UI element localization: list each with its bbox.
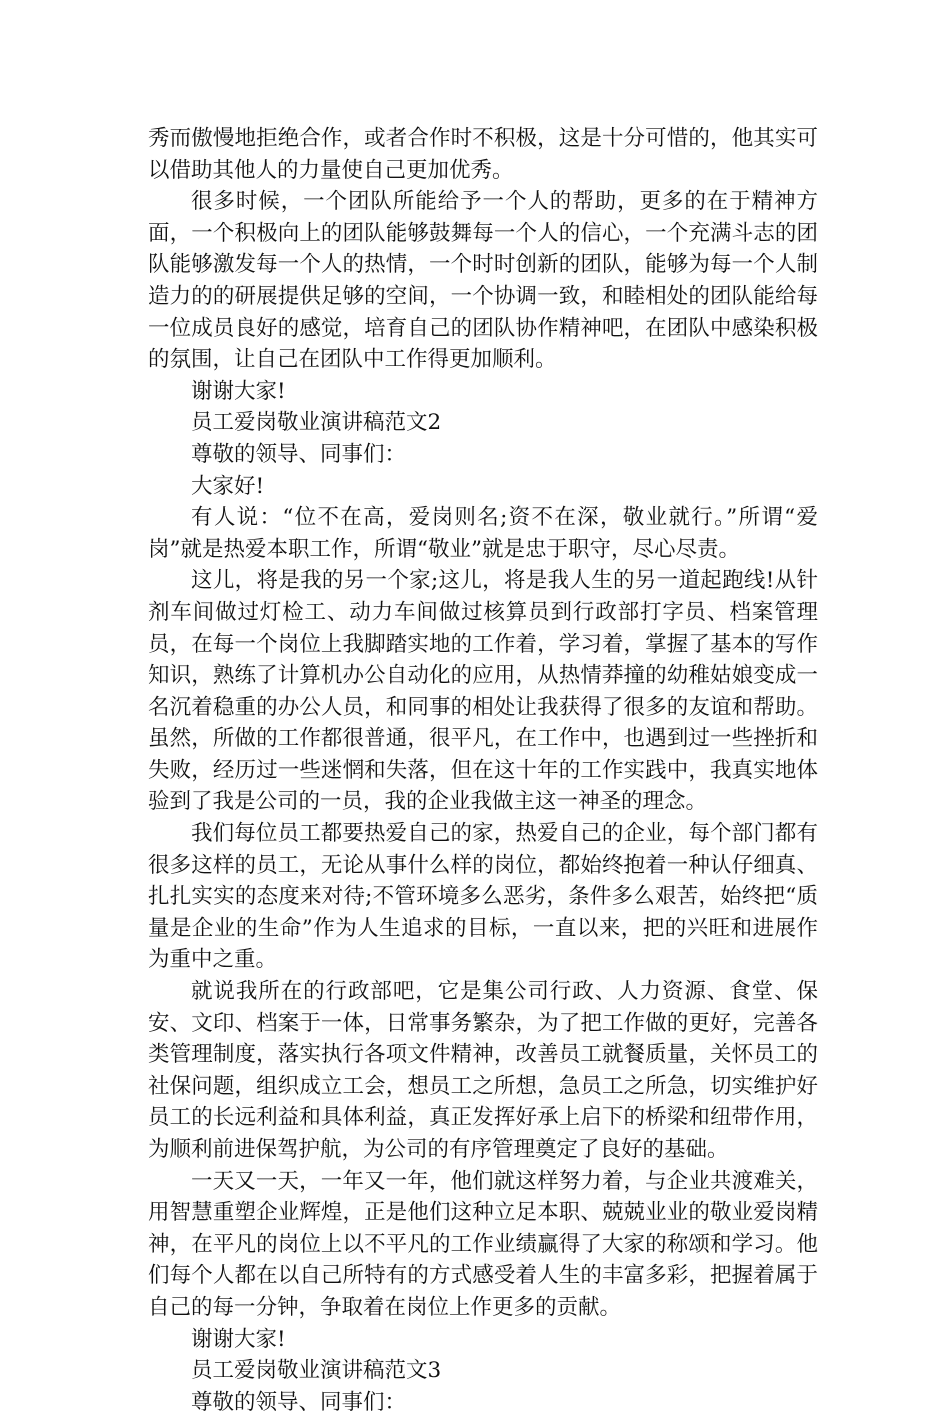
paragraph: 有人说：“位不在高，爱岗则名;资不在深，敬业就行。”所谓“爱岗”就是热爱本职工作，所谓“敬业”就是忠于职守，尽心尽责。 — [148, 505, 818, 562]
document-body — [148, 123, 818, 1418]
paragraph: 一天又一天，一年又一年，他们就这样努力着，与企业共渡难关，用智慧重塑企业辉煌，正是他们这种立足本职、兢兢业业的敬业爱岗精神，在平凡的岗位上以不平凡的工作业绩赢得了大家的称颂和学习。他们每个人都在以自己所特有的方式感受着人生的丰富多彩，把握着属于自己的每一分钟，争取着在岗位上作更多的贡献。 — [148, 1168, 818, 1320]
closing-thanks: 谢谢大家! — [191, 378, 286, 404]
section-title: 员工爱岗敬业演讲稿范文2 — [191, 410, 442, 436]
paragraph: 就说我所在的行政部吧，它是集公司行政、人力资源、食堂、保安、文印、档案于一体，日常事务繁杂，为了把工作做的更好，完善各类管理制度，落实执行各项文件精神，改善员工就餐质量，关怀员工的社保问题，组织成立工会，想员工之所想，急员工之所急，切实维护好员工的长远利益和具体利益，真正发挥好承上启下的桥梁和纽带作用，为顺利前进保驾护航，为公司的有序管理奠定了良好的基础。 — [148, 979, 818, 1162]
closing-thanks: 谢谢大家! — [191, 1326, 286, 1352]
greeting: 大家好! — [191, 473, 265, 499]
paragraph: 这儿，将是我的另一个家;这儿，将是我人生的另一道起跑线!从针剂车间做过灯检工、动力车间做过核算员到行政部打字员、档案管理员，在每一个岗位上我脚踏实地的工作着，学习着，掌握了基本的写作知识，熟练了计算机办公自动化的应用，从热情莽撞的幼稚姑娘变成一名沉着稳重的办公人员，和同事的相处让我获得了很多的友谊和帮助。虽然，所做的工作都很普通，很平凡，在工作中，也遇到过一些挫折和失败，经历过一些迷惘和失落，但在这十年的工作实践中，我真实地体验到了我是公司的一员，我的企业我做主这一神圣的理念。 — [148, 568, 818, 815]
paragraph: 很多时候，一个团队所能给予一个人的帮助，更多的在于精神方面，一个积极向上的团队能够鼓舞每一个人的信心，一个充满斗志的团队能够激发每一个人的热情，一个时时创新的团队，能够为每一个人制造力的的研展提供足够的空间，一个协调一致，和睦相处的团队能给每一位成员良好的感觉，培育自己的团队协作精神吧，在团队中感染积极的氛围，让自己在团队中工作得更加顺利。 — [148, 189, 818, 373]
section-title: 员工爱岗敬业演讲稿范文3 — [191, 1358, 442, 1384]
salutation: 尊敬的领导、同事们： — [191, 441, 407, 467]
paragraph: 秀而傲慢地拒绝合作，或者合作时不积极，这是十分可惜的，他其实可以借助其他人的力量使自己更加优秀。 — [148, 126, 818, 183]
salutation: 尊敬的领导、同事们： — [191, 1389, 407, 1415]
paragraph: 我们每位员工都要热爱自己的家，热爱自己的企业，每个部门都有很多这样的员工，无论从事什么样的岗位，都始终抱着一种认仔细真、扎扎实实的态度来对待;不管环境多么恶劣，条件多么艰苦，始终把“质量是企业的生命”作为人生追求的目标，一直以来，把的兴旺和进展作为重中之重。 — [148, 821, 818, 973]
